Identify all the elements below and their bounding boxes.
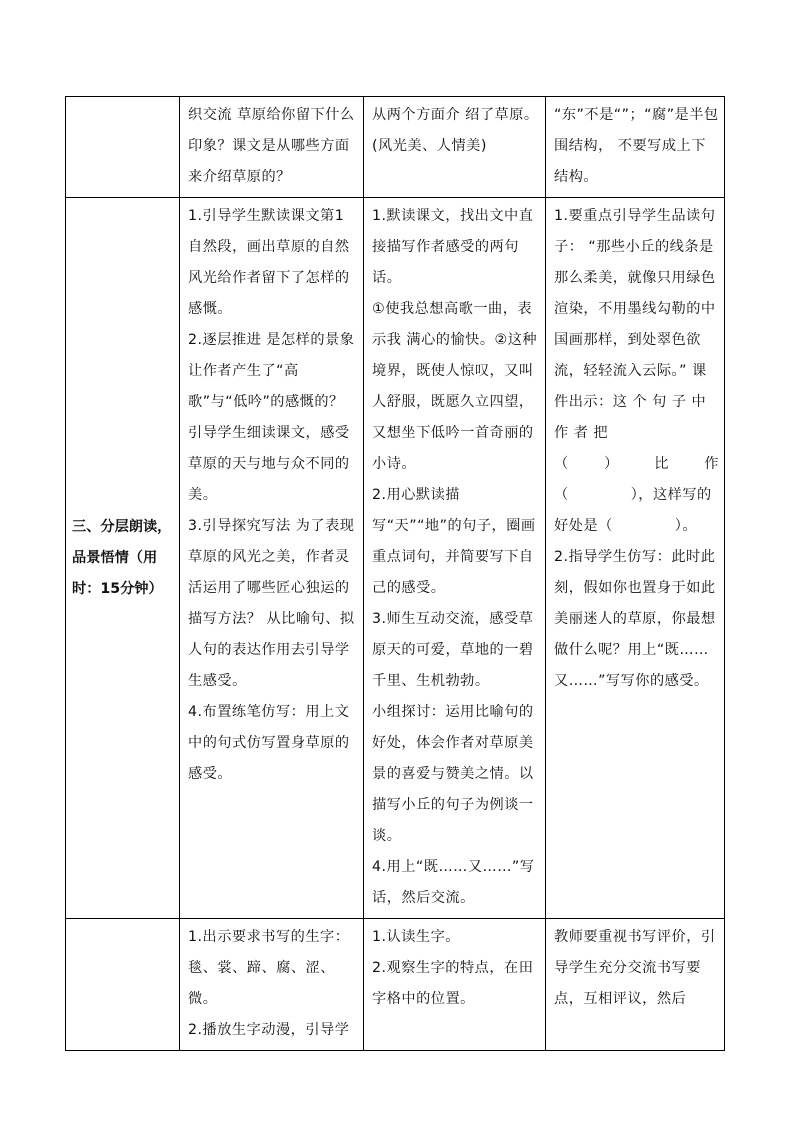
notes-fill-blank-line: （ ），这样写的好处是（ ）。 [554,487,712,534]
stage-title: 三、分层朗读， 品景悟情（用 时：15分钟） [72,518,172,597]
teacher-activity-cell [180,919,364,1051]
student-step: 3.师生互动交流，感受草原天的可爱，草地的一碧千里、生机勃勃。 [372,611,534,689]
teacher-step: 2.逐层推进 是怎样的景象 让作者产生了“高歌”与“低吟”的感慨的？引导学生细读课文，感受草原的天与地与众不同的美。 [188,332,355,503]
teacher-text: 织交流 草原给你留下什么印象？课文是从哪些方面来介绍草原的？ [188,107,355,185]
stage-cell [66,97,180,198]
table-row [66,198,725,919]
stage-cell [66,198,180,919]
design-notes-cell [546,97,725,198]
design-notes-cell [546,198,725,919]
notes-text: 教师要重视书写评价，引导学生充分交流书写要点，互相评议，然后 [554,929,716,1007]
notes-text: 2.指导学生仿写：此时此刻，假如你也置身于如此美丽迷人的草原，你最想做什么呢？用上“既……又……”写写你的感受。 [554,549,716,689]
table-row [66,919,725,1051]
teacher-step: 1.出示要求书写的生字：毯、裳、蹄、腐、涩、微。 [188,929,350,1007]
teacher-step: 3.引导探究写法 为了表现草原的风光之美，作者灵活运用了哪些匠心独运的描写方法？ 从比喻句、拟人句的表达作用去引导学生感受。 [188,518,355,689]
student-step: 1.默读课文，找出文中直接描写作者感受的两句话。 [372,208,534,286]
teacher-activity-cell [180,198,364,919]
lesson-plan-table [65,96,725,1051]
notes-text: “东”不是“”；“腐”是半包围结构， 不要写成上下结构。 [554,107,719,185]
student-step: ①使我总想高歌一曲，表示我 满心的愉快。②这种境界，既使人惊叹，又叫人舒服，既愿久立四望，又想坐下低吟一首奇丽的小诗。 [372,301,538,472]
notes-fill-blank-line: （ ） 比 作 [554,456,719,472]
notes-text: 1.要重点引导学生品读句子： “那些小丘的线条是那么柔美，就像只用绿色渲染，不用墨线勾勒的中国画那样，到处翠色欲流，轻轻流入云际。” 课件出示：这 个 句 子 中 作 者 把 [554,208,716,441]
student-step: 4.用上“既……又……”写话，然后交流。 [372,859,535,906]
teacher-activity-cell [180,97,364,198]
teacher-step: 2.播放生字动漫，引导学 [188,1022,350,1038]
student-step: 小组探讨：运用比喻句的好处，体会作者对草原美景的喜爱与赞美之情。以描写小丘的句子为例谈一谈。 [372,704,534,844]
student-step: 2.用心默读描写“天”“地”的句子，圈画重点词句，并简要写下自己的感受。 [372,487,536,596]
student-step: 1.认读生字。 [372,929,460,945]
table-row [66,97,725,198]
student-activity-cell [364,198,546,919]
student-text: 从两个方面介 绍了草原。(风光美、人情美) [372,107,539,154]
student-activity-cell [364,919,546,1051]
teacher-step: 4.布置练笔仿写：用上文中的句式仿写置身草原的感受。 [188,704,350,782]
student-activity-cell [364,97,546,198]
teacher-step: 1.引导学生默读课文第1自然段，画出草原的自然风光给作者留下了怎样的感慨。 [188,208,350,317]
design-notes-cell [546,919,725,1051]
student-step: 2.观察生字的特点，在田字格中的位置。 [372,960,534,1007]
stage-cell [66,919,180,1051]
